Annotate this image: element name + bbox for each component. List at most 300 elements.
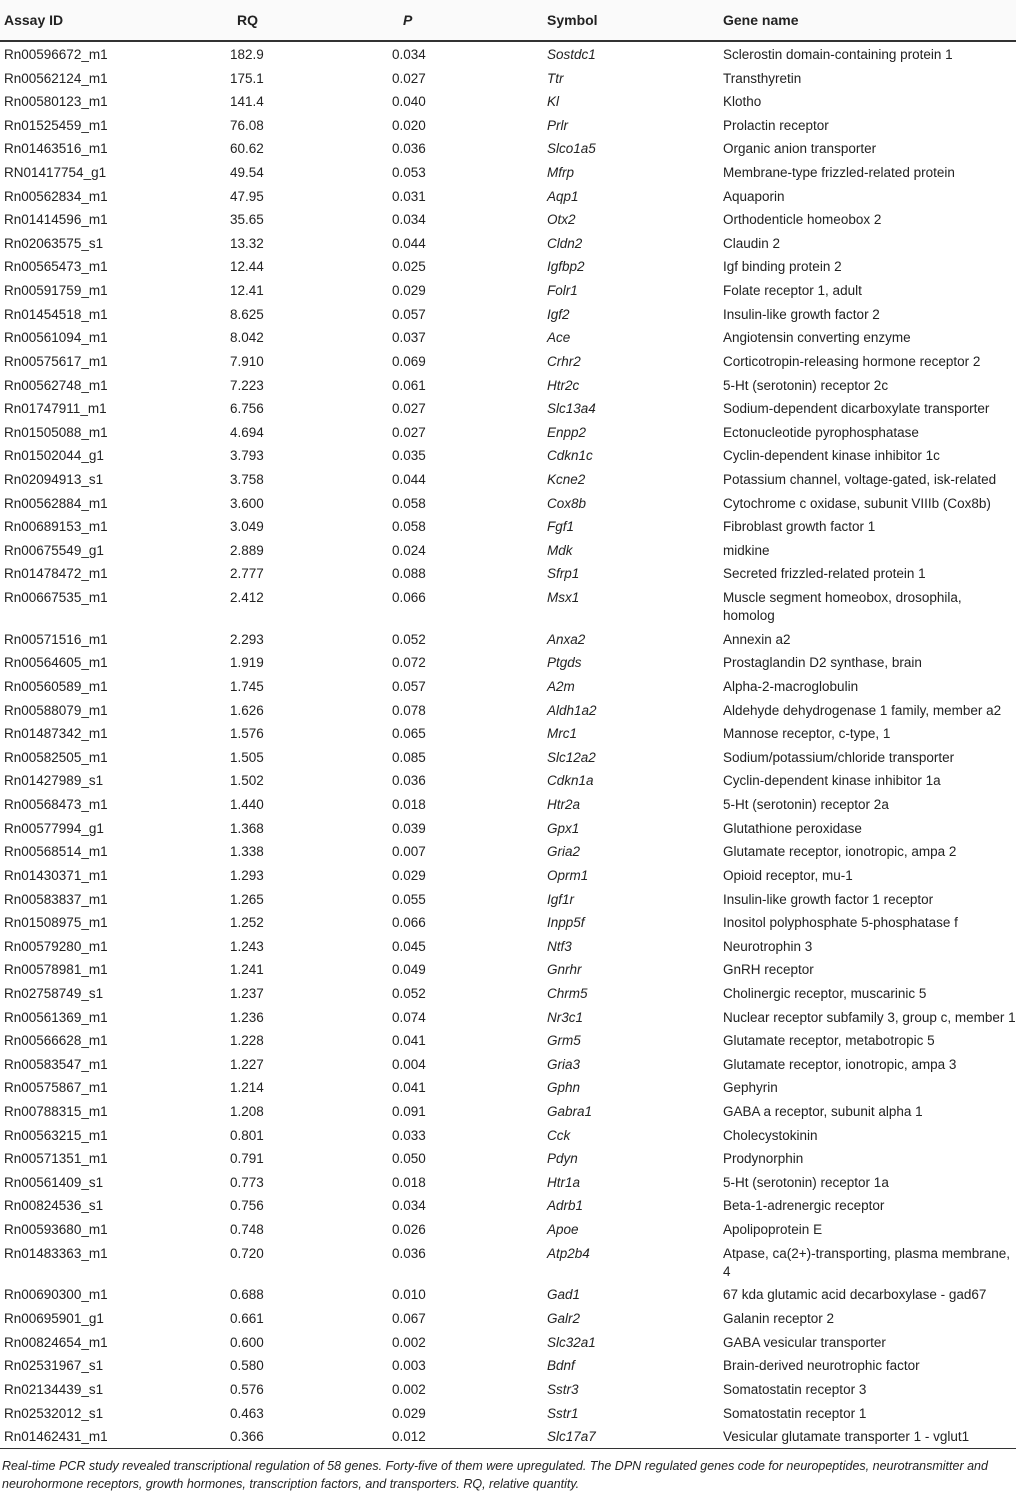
cell-gene-name: GABA vesicular transporter — [723, 1334, 886, 1350]
cell-rq: 1.440 — [230, 797, 264, 813]
cell-rq: 7.910 — [230, 353, 264, 369]
cell-assay-id: Rn00788315_m1 — [4, 1104, 108, 1119]
cell-p: 0.029 — [392, 867, 426, 883]
cell-rq: 1.228 — [230, 1033, 264, 1049]
cell-symbol: Cldn2 — [547, 235, 583, 251]
cell-gene-name: Somatostatin receptor 1 — [723, 1405, 867, 1421]
cell-symbol: Mfrp — [547, 165, 574, 181]
cell-p: 0.010 — [392, 1287, 426, 1303]
cell-rq: 8.042 — [230, 330, 264, 346]
cell-p: 0.088 — [392, 566, 426, 582]
table-row — [0, 443, 1016, 467]
table-row — [0, 981, 1016, 1005]
cell-symbol: Gad1 — [547, 1287, 581, 1303]
cell-symbol: Bdnf — [547, 1358, 575, 1374]
table-row — [0, 231, 1016, 255]
cell-rq: 1.626 — [230, 702, 264, 718]
cell-assay-id: Rn00591759_m1 — [4, 283, 108, 299]
cell-rq: 47.95 — [230, 188, 264, 204]
cell-symbol: Slc32a1 — [547, 1334, 596, 1350]
cell-p: 0.066 — [392, 915, 426, 931]
cell-symbol: Slc13a4 — [547, 401, 596, 417]
cell-gene-name: Alpha-2-macroglobulin — [723, 679, 859, 695]
cell-gene-name: Apolipoprotein E — [723, 1222, 823, 1238]
table-footnote: Real-time PCR study revealed transcriptional regulation of 58 genes. Forty-five of them were upregulated. The DPN regulated genes code for neuropeptides, neurotransmitter and neurohormone receptors, growth hormones, transcription factors, and transporters. RQ, relative quantity. — [2, 1458, 988, 1491]
table-row — [0, 585, 1016, 627]
cell-assay-id: Rn00577994_g1 — [4, 820, 104, 836]
table-row — [0, 420, 1016, 444]
cell-symbol: Inpp5f — [547, 915, 585, 931]
cell-assay-id: Rn00675549_g1 — [4, 542, 104, 558]
cell-gene-name: Transthyretin — [723, 70, 802, 86]
cell-assay-id: Rn00562834_m1 — [4, 188, 108, 204]
cell-gene-name: Brain-derived neurotrophic factor — [723, 1358, 920, 1374]
table-row — [0, 207, 1016, 231]
cell-symbol: Slc17a7 — [547, 1429, 596, 1445]
cell-symbol: Sstr1 — [547, 1405, 579, 1421]
table-row — [0, 910, 1016, 934]
cell-p: 0.069 — [392, 353, 426, 369]
cell-p: 0.045 — [392, 938, 426, 954]
cell-assay-id: Rn00566628_m1 — [4, 1033, 108, 1049]
cell-symbol: Sostdc1 — [547, 47, 596, 62]
cell-rq: 1.576 — [230, 726, 264, 742]
cell-assay-id: Rn01747911_m1 — [4, 401, 107, 417]
cell-symbol: Oprm1 — [547, 867, 589, 883]
table-row — [0, 863, 1016, 887]
cell-symbol: Cdkn1c — [547, 448, 593, 464]
table-row — [0, 113, 1016, 137]
cell-gene-name: Organic anion transporter — [723, 141, 877, 157]
cell-gene-name: Cholinergic receptor, muscarinic 5 — [723, 985, 927, 1001]
table-row — [0, 768, 1016, 792]
cell-p: 0.041 — [392, 1080, 426, 1096]
cell-rq: 3.758 — [230, 471, 264, 487]
cell-assay-id: Rn00583837_m1 — [4, 891, 108, 907]
cell-symbol: Igfbp2 — [547, 259, 585, 275]
table-row — [0, 538, 1016, 562]
table-row — [0, 254, 1016, 278]
cell-assay-id: Rn00575617_m1 — [4, 353, 108, 369]
cell-gene-name: Cholecystokinin — [723, 1127, 818, 1143]
cell-assay-id: Rn00562748_m1 — [4, 377, 108, 393]
cell-assay-id: Rn00568473_m1 — [4, 797, 108, 813]
cell-gene-name: Secreted frizzled-related protein 1 — [723, 566, 926, 582]
cell-p: 0.018 — [392, 1174, 426, 1190]
cell-assay-id: Rn01478472_m1 — [4, 566, 108, 582]
cell-rq: 1.236 — [230, 1009, 264, 1025]
cell-gene-name: Insulin-like growth factor 2 — [723, 306, 880, 322]
table-row — [0, 1377, 1016, 1401]
cell-symbol: Adrb1 — [547, 1198, 584, 1214]
cell-p: 0.041 — [392, 1033, 426, 1049]
cell-p: 0.031 — [392, 188, 426, 204]
cell-rq: 3.793 — [230, 448, 264, 464]
cell-p: 0.052 — [392, 985, 426, 1001]
cell-rq: 3.600 — [230, 495, 264, 511]
cell-assay-id: Rn00695901_g1 — [4, 1311, 104, 1327]
cell-rq: 60.62 — [230, 141, 264, 157]
cell-p: 0.034 — [392, 47, 426, 62]
cell-rq: 0.801 — [230, 1127, 264, 1143]
table-row — [0, 1123, 1016, 1147]
cell-symbol: Enpp2 — [547, 424, 587, 440]
cell-gene-name: Cyclin-dependent kinase inhibitor 1a — [723, 773, 941, 789]
cell-gene-name: Muscle segment homeobox, drosophila, homolog — [723, 590, 962, 624]
cell-symbol: Chrm5 — [547, 985, 588, 1001]
cell-p: 0.018 — [392, 797, 426, 813]
cell-rq: 141.4 — [230, 94, 264, 110]
cell-gene-name: Claudin 2 — [723, 235, 781, 251]
cell-symbol: Ntf3 — [547, 938, 572, 954]
cell-rq: 8.625 — [230, 306, 264, 322]
table-row — [0, 349, 1016, 373]
cell-p: 0.066 — [392, 590, 426, 606]
cell-symbol: Pdyn — [547, 1151, 578, 1167]
table-row — [0, 934, 1016, 958]
table-row — [0, 1401, 1016, 1425]
cell-gene-name: midkine — [723, 542, 770, 558]
cell-symbol: Nr3c1 — [547, 1009, 584, 1025]
cell-gene-name: Nuclear receptor subfamily 3, group c, member 1 — [723, 1009, 1016, 1025]
cell-p: 0.055 — [392, 891, 426, 907]
table-body — [0, 42, 1016, 1448]
cell-symbol: Crhr2 — [547, 353, 581, 369]
cell-rq: 1.505 — [230, 749, 264, 765]
cell-assay-id: Rn01414596_m1 — [4, 212, 108, 228]
cell-p: 0.061 — [392, 377, 426, 393]
cell-rq: 2.777 — [230, 566, 264, 582]
cell-p: 0.004 — [392, 1056, 426, 1072]
cell-p: 0.078 — [392, 702, 426, 718]
cell-rq: 2.889 — [230, 542, 264, 558]
cell-gene-name: Neurotrophin 3 — [723, 938, 813, 954]
cell-gene-name: GnRH receptor — [723, 962, 814, 978]
table-row — [0, 561, 1016, 585]
table-row — [0, 792, 1016, 816]
cell-assay-id: Rn00824536_s1 — [4, 1198, 104, 1214]
header-symbol: Symbol — [547, 12, 598, 28]
cell-gene-name: Opioid receptor, mu-1 — [723, 867, 853, 883]
cell-symbol: Gria3 — [547, 1056, 581, 1072]
cell-assay-id: Rn00561409_s1 — [4, 1174, 104, 1190]
table-row — [0, 42, 1016, 66]
cell-gene-name: Aquaporin — [723, 188, 785, 204]
cell-p: 0.029 — [392, 1405, 426, 1421]
cell-p: 0.020 — [392, 117, 426, 133]
cell-assay-id: Rn00560589_m1 — [4, 679, 108, 695]
cell-p: 0.025 — [392, 259, 426, 275]
cell-p: 0.044 — [392, 235, 426, 251]
cell-p: 0.033 — [392, 1127, 426, 1143]
cell-assay-id: Rn00571351_m1 — [4, 1151, 108, 1167]
cell-symbol: Ttr — [547, 70, 564, 86]
cell-rq: 1.502 — [230, 773, 264, 789]
cell-rq: 76.08 — [230, 117, 264, 133]
cell-symbol: Gria2 — [547, 844, 581, 860]
cell-gene-name: 5-Ht (serotonin) receptor 1a — [723, 1174, 889, 1190]
cell-gene-name: Ectonucleotide pyrophosphatase — [723, 424, 919, 440]
cell-p: 0.058 — [392, 495, 426, 511]
cell-p: 0.035 — [392, 448, 426, 464]
cell-assay-id: Rn00575867_m1 — [4, 1080, 108, 1096]
cell-assay-id: Rn00568514_m1 — [4, 844, 108, 860]
table-row — [0, 89, 1016, 113]
cell-p: 0.003 — [392, 1358, 426, 1374]
cell-p: 0.074 — [392, 1009, 426, 1025]
table-row — [0, 373, 1016, 397]
cell-p: 0.026 — [392, 1222, 426, 1238]
cell-rq: 0.720 — [230, 1245, 264, 1261]
cell-assay-id: Rn01508975_m1 — [4, 915, 108, 931]
cell-gene-name: Sodium/potassium/chloride transporter — [723, 749, 955, 765]
cell-symbol: Htr1a — [547, 1174, 581, 1190]
cell-p: 0.057 — [392, 679, 426, 695]
table-row — [0, 1146, 1016, 1170]
cell-p: 0.052 — [392, 631, 426, 647]
cell-gene-name: Igf binding protein 2 — [723, 259, 842, 275]
cell-p: 0.049 — [392, 962, 426, 978]
table-row — [0, 1170, 1016, 1194]
cell-symbol: Gphn — [547, 1080, 581, 1096]
cell-p: 0.057 — [392, 306, 426, 322]
cell-symbol: Gnrhr — [547, 962, 582, 978]
cell-symbol: Mdk — [547, 542, 573, 558]
table-row — [0, 1028, 1016, 1052]
cell-symbol: Folr1 — [547, 283, 578, 299]
cell-assay-id: Rn00690300_m1 — [4, 1287, 108, 1303]
table-row — [0, 1005, 1016, 1029]
cell-assay-id: Rn00689153_m1 — [4, 519, 108, 535]
table-header-row — [0, 0, 1016, 42]
cell-symbol: Mrc1 — [547, 726, 577, 742]
cell-gene-name: Angiotensin converting enzyme — [723, 330, 911, 346]
cell-assay-id: Rn00596672_m1 — [4, 47, 108, 62]
cell-p: 0.053 — [392, 165, 426, 181]
cell-assay-id: Rn00561369_m1 — [4, 1009, 108, 1025]
table-row — [0, 698, 1016, 722]
cell-p: 0.027 — [392, 424, 426, 440]
cell-p: 0.065 — [392, 726, 426, 742]
cell-p: 0.067 — [392, 1311, 426, 1327]
cell-rq: 1.265 — [230, 891, 264, 907]
cell-rq: 175.1 — [230, 70, 264, 86]
cell-rq: 0.463 — [230, 1405, 264, 1421]
cell-assay-id: Rn00583547_m1 — [4, 1056, 108, 1072]
cell-symbol: Kcne2 — [547, 471, 586, 487]
cell-p: 0.034 — [392, 1198, 426, 1214]
cell-gene-name: Atpase, ca(2+)-transporting, plasma membrane, 4 — [723, 1245, 1011, 1279]
table-row — [0, 1099, 1016, 1123]
cell-p: 0.029 — [392, 283, 426, 299]
cell-assay-id: Rn02532012_s1 — [4, 1405, 104, 1421]
cell-assay-id: Rn01463516_m1 — [4, 141, 108, 157]
cell-assay-id: Rn00580123_m1 — [4, 94, 108, 110]
cell-assay-id: Rn01454518_m1 — [4, 306, 108, 322]
cell-gene-name: Annexin a2 — [723, 631, 791, 647]
cell-rq: 1.237 — [230, 985, 264, 1001]
cell-p: 0.002 — [392, 1381, 426, 1397]
cell-symbol: Igf1r — [547, 891, 575, 907]
table-row — [0, 957, 1016, 981]
header-p: P — [403, 12, 413, 28]
cell-assay-id: Rn00562124_m1 — [4, 70, 108, 86]
cell-gene-name: Glutamate receptor, ionotropic, ampa 2 — [723, 844, 957, 860]
cell-p: 0.002 — [392, 1334, 426, 1350]
table-row — [0, 302, 1016, 326]
cell-p: 0.027 — [392, 401, 426, 417]
cell-symbol: Sfrp1 — [547, 566, 580, 582]
cell-gene-name: Beta-1-adrenergic receptor — [723, 1198, 885, 1214]
cell-symbol: Aqp1 — [547, 188, 579, 204]
cell-rq: 2.293 — [230, 631, 264, 647]
cell-symbol: Grm5 — [547, 1033, 581, 1049]
cell-gene-name: Prodynorphin — [723, 1151, 804, 1167]
header-assay-id: Assay ID — [4, 12, 64, 28]
cell-symbol: Slco1a5 — [547, 141, 596, 157]
cell-assay-id: Rn01483363_m1 — [4, 1245, 108, 1261]
table-row — [0, 278, 1016, 302]
cell-gene-name: Klotho — [723, 94, 762, 110]
table-row — [0, 721, 1016, 745]
cell-symbol: Galr2 — [547, 1311, 581, 1327]
cell-rq: 0.773 — [230, 1174, 264, 1190]
cell-symbol: Gabra1 — [547, 1104, 593, 1119]
table-row — [0, 887, 1016, 911]
cell-rq: 0.366 — [230, 1429, 264, 1445]
cell-rq: 1.243 — [230, 938, 264, 954]
cell-rq: 1.919 — [230, 655, 264, 671]
header-rq: RQ — [237, 12, 258, 28]
cell-symbol: Aldh1a2 — [547, 702, 597, 718]
cell-rq: 0.791 — [230, 1151, 264, 1167]
cell-gene-name: Corticotropin-releasing hormone receptor 2 — [723, 353, 981, 369]
cell-gene-name: 5-Ht (serotonin) receptor 2a — [723, 797, 889, 813]
cell-rq: 0.576 — [230, 1381, 264, 1397]
cell-symbol: Atp2b4 — [547, 1245, 590, 1261]
table-row — [0, 1075, 1016, 1099]
cell-gene-name: Membrane-type frizzled-related protein — [723, 165, 955, 181]
cell-assay-id: Rn01487342_m1 — [4, 726, 108, 742]
cell-symbol: Gpx1 — [547, 820, 580, 836]
cell-assay-id: Rn00579280_m1 — [4, 938, 108, 954]
cell-p: 0.050 — [392, 1151, 426, 1167]
table-row — [0, 66, 1016, 90]
cell-p: 0.039 — [392, 820, 426, 836]
cell-gene-name: Gephyrin — [723, 1080, 778, 1096]
cell-rq: 12.41 — [230, 283, 264, 299]
cell-assay-id: Rn00578981_m1 — [4, 962, 108, 978]
cell-gene-name: 67 kda glutamic acid decarboxylase - gad67 — [723, 1287, 987, 1303]
table-row — [0, 839, 1016, 863]
cell-rq: 0.580 — [230, 1358, 264, 1374]
cell-rq: 13.32 — [230, 235, 264, 251]
cell-gene-name: Vesicular glutamate transporter 1 - vglut1 — [723, 1429, 970, 1445]
cell-assay-id: Rn01502044_g1 — [4, 448, 104, 464]
cell-p: 0.058 — [392, 519, 426, 535]
cell-p: 0.036 — [392, 141, 426, 157]
table-row — [0, 136, 1016, 160]
cell-assay-id: Rn00667535_m1 — [4, 590, 108, 606]
header-gene-name: Gene name — [723, 12, 799, 28]
cell-rq: 1.252 — [230, 915, 264, 931]
cell-assay-id: Rn00564605_m1 — [4, 655, 108, 671]
cell-gene-name: Prolactin receptor — [723, 117, 829, 133]
cell-symbol: Igf2 — [547, 306, 570, 322]
cell-assay-id: Rn02094913_s1 — [4, 471, 104, 487]
cell-assay-id: Rn00582505_m1 — [4, 749, 108, 765]
cell-rq: 3.049 — [230, 519, 264, 535]
cell-p: 0.091 — [392, 1104, 426, 1119]
cell-rq: 1.368 — [230, 820, 264, 836]
cell-p: 0.037 — [392, 330, 426, 346]
cell-symbol: Cdkn1a — [547, 773, 594, 789]
cell-assay-id: Rn00562884_m1 — [4, 495, 108, 511]
cell-assay-id: Rn00588079_m1 — [4, 702, 108, 718]
table-row — [0, 816, 1016, 840]
cell-assay-id: Rn02758749_s1 — [4, 985, 104, 1001]
cell-assay-id: Rn02531967_s1 — [4, 1358, 104, 1374]
table-row — [0, 1424, 1016, 1448]
cell-rq: 0.748 — [230, 1222, 264, 1238]
cell-p: 0.012 — [392, 1429, 426, 1445]
cell-p: 0.034 — [392, 212, 426, 228]
cell-assay-id: Rn01427989_s1 — [4, 773, 104, 789]
cell-gene-name: 5-Ht (serotonin) receptor 2c — [723, 377, 889, 393]
cell-p: 0.072 — [392, 655, 426, 671]
cell-gene-name: Galanin receptor 2 — [723, 1311, 835, 1327]
cell-rq: 1.338 — [230, 844, 264, 860]
cell-rq: 1.241 — [230, 962, 264, 978]
cell-p: 0.085 — [392, 749, 426, 765]
cell-symbol: Msx1 — [547, 590, 580, 606]
cell-gene-name: Glutathione peroxidase — [723, 820, 862, 836]
cell-assay-id: Rn00824654_m1 — [4, 1334, 108, 1350]
cell-rq: 49.54 — [230, 165, 264, 181]
cell-rq: 1.208 — [230, 1104, 264, 1119]
cell-gene-name: Sclerostin domain-containing protein 1 — [723, 47, 953, 62]
cell-symbol: Cck — [547, 1127, 571, 1143]
cell-assay-id: Rn00593680_m1 — [4, 1222, 108, 1238]
table-row — [0, 514, 1016, 538]
cell-rq: 0.661 — [230, 1311, 264, 1327]
table-row — [0, 745, 1016, 769]
cell-rq: 0.688 — [230, 1287, 264, 1303]
table-row — [0, 184, 1016, 208]
table-row — [0, 1217, 1016, 1241]
table-row — [0, 1306, 1016, 1330]
cell-gene-name: Prostaglandin D2 synthase, brain — [723, 655, 922, 671]
cell-gene-name: Glutamate receptor, metabotropic 5 — [723, 1033, 935, 1049]
cell-rq: 2.412 — [230, 590, 264, 606]
cell-symbol: Anxa2 — [547, 631, 586, 647]
cell-gene-name: GABA a receptor, subunit alpha 1 — [723, 1104, 923, 1119]
table-row — [0, 467, 1016, 491]
cell-symbol: Prlr — [547, 117, 568, 133]
cell-gene-name: Sodium-dependent dicarboxylate transporter — [723, 401, 990, 417]
cell-symbol: Ptgds — [547, 655, 582, 671]
cell-assay-id: Rn00571516_m1 — [4, 631, 108, 647]
cell-p: 0.036 — [392, 773, 426, 789]
cell-assay-id: Rn02063575_s1 — [4, 235, 104, 251]
table-row — [0, 396, 1016, 420]
cell-assay-id: Rn00563215_m1 — [4, 1127, 108, 1143]
cell-p: 0.040 — [392, 94, 426, 110]
cell-assay-id: Rn01462431_m1 — [4, 1429, 108, 1445]
cell-symbol: A2m — [547, 679, 575, 695]
cell-rq: 4.694 — [230, 424, 264, 440]
cell-gene-name: Fibroblast growth factor 1 — [723, 519, 876, 535]
